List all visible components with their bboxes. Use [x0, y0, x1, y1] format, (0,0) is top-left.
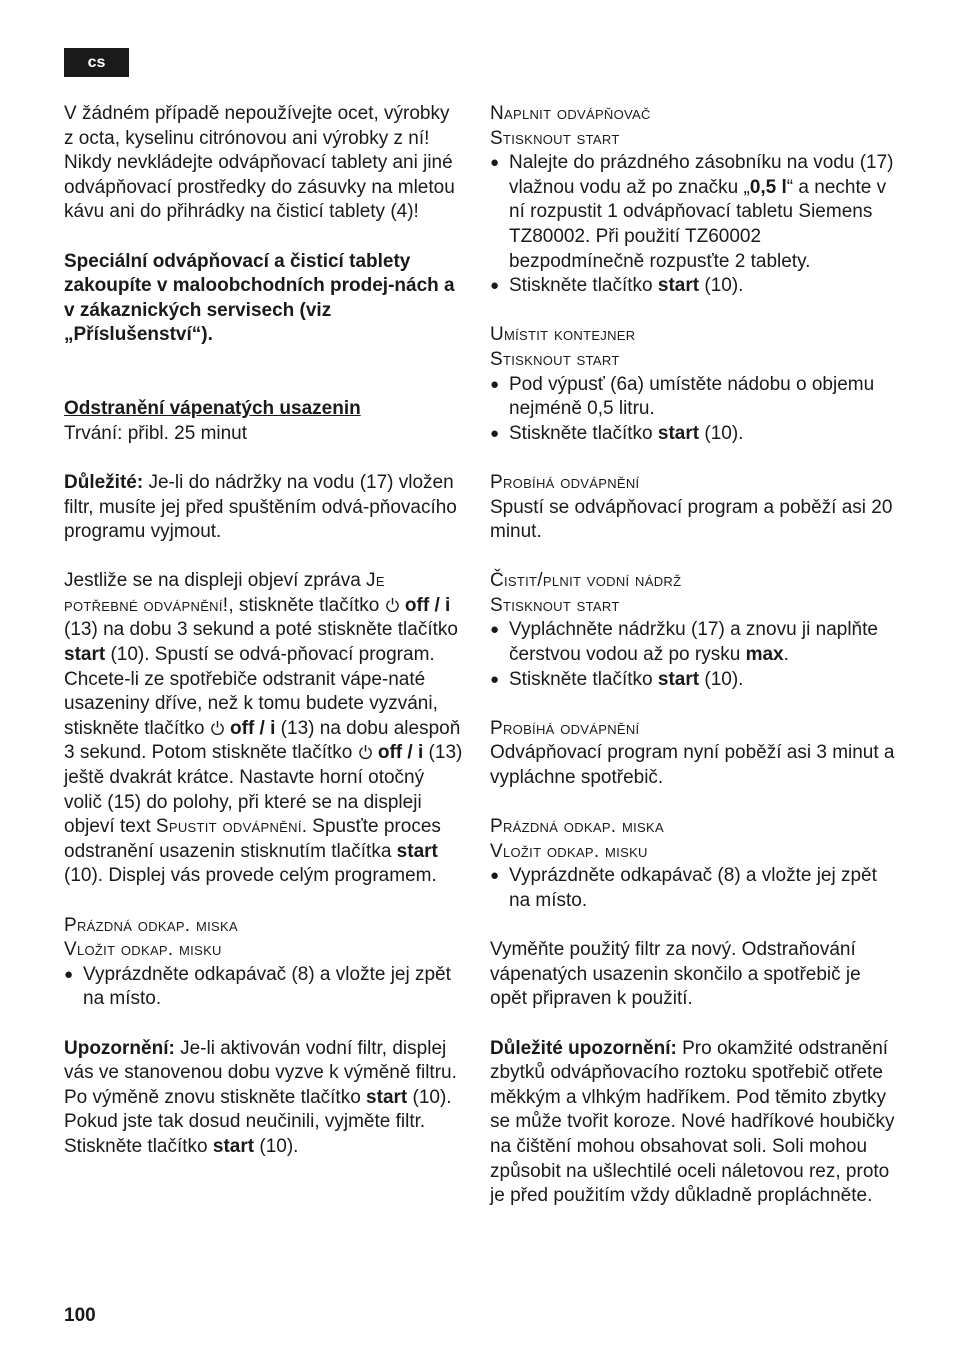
- text-run: Chcete-li ze spotřebiče odstranit vápe-naté usazeniny dříve, než k tomu budete vyzváni, stiskněte tlačítko: [64, 668, 438, 739]
- info-icon: i: [445, 594, 451, 616]
- filter-notice: [64, 1037, 464, 1160]
- text-run: (13) na dobu alespoň 3 sekund. Potom stiskněte tlačítko: [64, 717, 461, 764]
- list-item: [490, 151, 900, 274]
- display-message: Probíhá odvápnění: [490, 471, 640, 493]
- text-run: (13) na dobu 3 sekund a poté stiskněte tlačítko: [64, 619, 458, 641]
- off-button-label: off /: [377, 742, 418, 764]
- display-message: Naplnit odvápňovač: [490, 103, 651, 124]
- text-run: .: [783, 644, 789, 666]
- step-list: [490, 373, 900, 447]
- tablets-purchase-note: Speciální odvápňovací a čisticí tablety zakoupíte v maloobchodních prodej-nách a v zákaznických servisech (viz „Příslušenství“).: [64, 250, 455, 346]
- power-icon: [210, 718, 225, 733]
- important-text: Je-li do nádržky na vodu (17) vložen filtr, musíte jej před spuštěním odvá-pňovacího programu vyjmout.: [64, 471, 457, 543]
- language-tag: cs: [64, 48, 129, 77]
- text-run: (10).: [254, 1135, 299, 1157]
- display-message: Stisknout start: [490, 348, 620, 370]
- text-run: (13) ještě dvakrát krátce. Nastavte horní otočný volič (15) do polohy, při které se na displeji objeví text: [64, 742, 463, 838]
- page-number: 100: [64, 1305, 96, 1326]
- display-message: Čistit/plnit vodní nádrž: [490, 570, 682, 592]
- start-button-label: start: [657, 275, 700, 297]
- display-message: Spustit odvápnění: [155, 816, 302, 838]
- text-run: Stiskněte tlačítko: [509, 668, 658, 690]
- start-button-label: start: [212, 1135, 255, 1157]
- display-message: Probíhá odvápnění: [490, 717, 640, 739]
- start-button-label: start: [657, 668, 700, 690]
- duration: Trvání: přibl. 25 minut: [64, 422, 248, 444]
- text-run: (10). Displej vás provede celým programem.: [64, 865, 437, 887]
- text-run: Pro okamžité odstranění zbytků odvápňovacího roztoku spotřebič otřete měkkým a vlhkým hadříkem. Pod těmito zbytky se může tvořit koroze. Nové hadříkové houbičky na čištění mohou obsahovat soli. Soli mohou způsobit na ušlechtilé oceli náletovou rez, proto je před použitím vždy důkladně propláchněte.: [490, 1037, 895, 1207]
- info-icon: i: [417, 742, 424, 764]
- display-message-paragraph: [64, 569, 464, 667]
- text-run: Stiskněte tlačítko: [509, 275, 658, 297]
- warning-vinegar: V žádném případě nepoužívejte ocet, výrobky z octa, kyselinu citrónovou ani výrobky z ní!: [64, 103, 450, 149]
- right-column: [490, 102, 900, 1209]
- step-list: [490, 618, 900, 692]
- display-message: Vložit odkap. misku: [64, 939, 222, 961]
- list-item: [490, 274, 900, 299]
- power-icon: [358, 742, 373, 757]
- start-button-label: start: [396, 840, 438, 862]
- display-message: Stisknout start: [490, 594, 620, 616]
- display-message: Prázdná odkap. miska: [490, 816, 664, 838]
- list-item: ● Vyprázdněte odkapávač (8) a vložte jej zpět na místo.: [490, 864, 900, 913]
- left-column: [64, 102, 464, 1160]
- text-run: (10).: [699, 275, 744, 297]
- step-list: [490, 151, 900, 299]
- important-label: Důležité:: [64, 471, 144, 493]
- max-mark: max: [745, 644, 784, 666]
- display-message: Stisknout start: [490, 127, 620, 149]
- text-run: Je-li aktivován vodní filtr, displej vás ve stanovenou dobu vyzve k výměně filtru. Po výměně znovu stiskněte tlačítko: [64, 1037, 457, 1108]
- text-run: Stiskněte tlačítko: [509, 422, 658, 444]
- list-item: [490, 422, 900, 447]
- start-button-label: start: [64, 644, 106, 666]
- step-list: [64, 963, 464, 1012]
- off-button-label: off /: [404, 594, 446, 616]
- text-run: . Spusťte proces odstranění usazenin stisknutím tlačítka: [64, 816, 441, 862]
- important-notice: [490, 1037, 900, 1209]
- display-message: Je potřebné odvápnění!: [64, 570, 385, 616]
- info-icon: i: [270, 717, 276, 739]
- display-message: Umístit kontejner: [490, 324, 636, 346]
- off-button-label: off /: [230, 717, 271, 739]
- text-run: Vypláchněte nádržku (17) a znovu ji naplňte čerstvou vodou až po rysku: [509, 619, 878, 666]
- section-title: Odstranění vápenatých usazenin: [64, 398, 361, 420]
- text-run: (10).: [699, 668, 744, 690]
- paragraph: Vyměňte použitý filtr za nový. Odstraňování vápenatých usazenin skončilo a spotřebič je opět připraven k použití.: [490, 939, 861, 1010]
- start-button-label: start: [366, 1086, 408, 1108]
- text-run: “ a nechte v ní rozpustit 1 odvápňovací tabletu Siemens TZ80002. Při použití TZ60002 bezpodmínečně rozpusťte 2 tablety.: [509, 176, 887, 272]
- list-item: [490, 668, 900, 693]
- important-notice-label: Důležité upozornění:: [490, 1037, 677, 1059]
- early-descaling-paragraph: [64, 668, 464, 889]
- list-item: [490, 618, 900, 667]
- text-run: Jestliže se na displeji objeví zpráva: [64, 570, 367, 592]
- display-message: Prázdná odkap. miska: [64, 914, 238, 936]
- notice-label: Upozornění:: [64, 1037, 175, 1059]
- text-run: , stiskněte tlačítko: [228, 594, 385, 616]
- paragraph: Odvápňovací program nyní poběží asi 3 minut a vypláchne spotřebič.: [490, 742, 895, 789]
- text-run: (10). Pokud jste tak dosud neučinili, vyjměte filtr. Stiskněte tlačítko: [64, 1086, 452, 1157]
- paragraph: Spustí se odvápňovací program a poběží asi 20 minut.: [490, 496, 893, 543]
- power-icon: [385, 595, 400, 610]
- start-button-label: start: [657, 422, 700, 444]
- fill-mark: 0,5 l: [749, 176, 787, 198]
- important-filter-note: [64, 471, 464, 545]
- text-run: (10).: [699, 422, 744, 444]
- text-run: (10). Spustí se odvá-pňovací program.: [105, 644, 435, 666]
- list-item: ● Pod výpusť (6a) umístěte nádobu o objemu nejméně 0,5 litru.: [490, 373, 900, 422]
- display-message: Vložit odkap. misku: [490, 840, 648, 862]
- text-run: Nalejte do prázdného zásobníku na vodu (17) vlažnou vodu až po značku „: [509, 152, 894, 198]
- list-item: ● Vyprázdněte odkapávač (8) a vložte jej zpět na místo.: [64, 963, 464, 1012]
- step-list: [490, 864, 900, 913]
- warning-tablets: Nikdy nevkládejte odvápňovací tablety ani jiné odvápňovací prostředky do zásuvky na mletou kávu ani do přihrádky na čisticí tablety (4)!: [64, 152, 455, 223]
